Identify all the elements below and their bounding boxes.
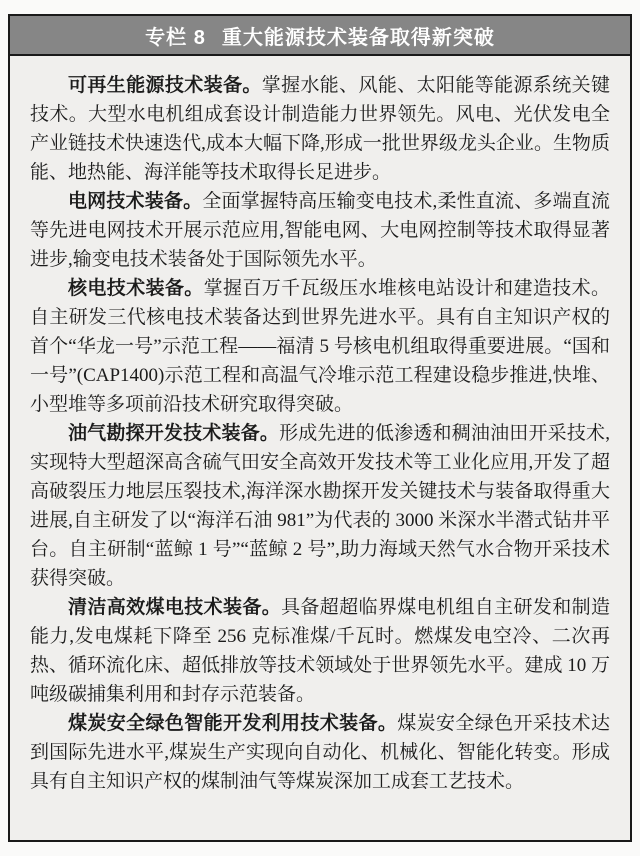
column-body	[10, 56, 630, 796]
paragraph-text: 具备超超临界煤电机组自主研发和制造能力,发电煤耗下降至 256 克标准煤/千瓦时。燃煤发电空冷、二次再热、循环流化床、超低排放等技术领域处于世界领先水平。建成 10 万吨级碳捕集利用和封存示范装备。	[30, 597, 610, 705]
paragraph-coal-power	[30, 593, 610, 709]
paragraph-text: 全面掌握特高压输变电技术,柔性直流、多端直流等先进电网技术开展示范应用,智能电网、大电网控制等技术取得显著进步,输变电技术装备处于国际领先水平。	[30, 191, 610, 270]
paragraph-renewables	[30, 71, 610, 187]
column-title: 重大能源技术装备取得新突破	[221, 26, 495, 49]
paragraph-lead: 煤炭安全绿色智能开发利用技术装备。	[68, 713, 398, 734]
paragraph-coal-mining	[30, 709, 610, 796]
column-box	[8, 14, 632, 842]
paragraph-text: 掌握百万千瓦级压水堆核电站设计和建造技术。自主研发三代核电技术装备达到世界先进水平。具有自主知识产权的首个“华龙一号”示范工程——福清 5 号核电机组取得重要进展。“国和一号”(CAP1400)示范工程和高温气冷堆示范工程建设稳步推进,快堆、小型堆等多项前沿技术研究取得突破。	[30, 278, 610, 415]
paragraph-lead: 核电技术装备。	[68, 278, 204, 299]
paragraph-text: 形成先进的低渗透和稠油油田开采技术,实现特大型超深高含硫气田安全高效开发技术等工业化应用,开发了超高破裂压力地层压裂技术,海洋深水勘探开发关键技术与装备取得重大进展,自主研发了以“海洋石油 981”为代表的 3000 米深水半潜式钻井平台。自主研制“蓝鲸 1 号”“蓝鲸 2 号”,助力海域天然气水合物开采技术获得突破。	[30, 423, 610, 589]
column-header	[10, 16, 630, 56]
paragraph-lead: 电网技术装备。	[68, 191, 203, 212]
paragraph-text: 掌握水能、风能、太阳能等能源系统关键技术。大型水电机组成套设计制造能力世界领先。风电、光伏发电全产业链技术快速迭代,成本大幅下降,形成一批世界级龙头企业。生物质能、地热能、海洋能等技术取得长足进步。	[30, 75, 610, 183]
paragraph-lead: 油气勘探开发技术装备。	[68, 423, 280, 444]
paragraph-oil-gas	[30, 419, 610, 593]
paragraph-text: 煤炭安全绿色开采技术达到国际先进水平,煤炭生产实现向自动化、机械化、智能化转变。形成具有自主知识产权的煤制油气等煤炭深加工成套工艺技术。	[30, 713, 610, 792]
paragraph-grid	[30, 187, 610, 274]
column-label: 专栏 8	[145, 26, 206, 49]
paragraph-lead: 可再生能源技术装备。	[68, 75, 262, 96]
paragraph-nuclear	[30, 274, 610, 419]
paragraph-lead: 清洁高效煤电技术装备。	[68, 597, 282, 618]
